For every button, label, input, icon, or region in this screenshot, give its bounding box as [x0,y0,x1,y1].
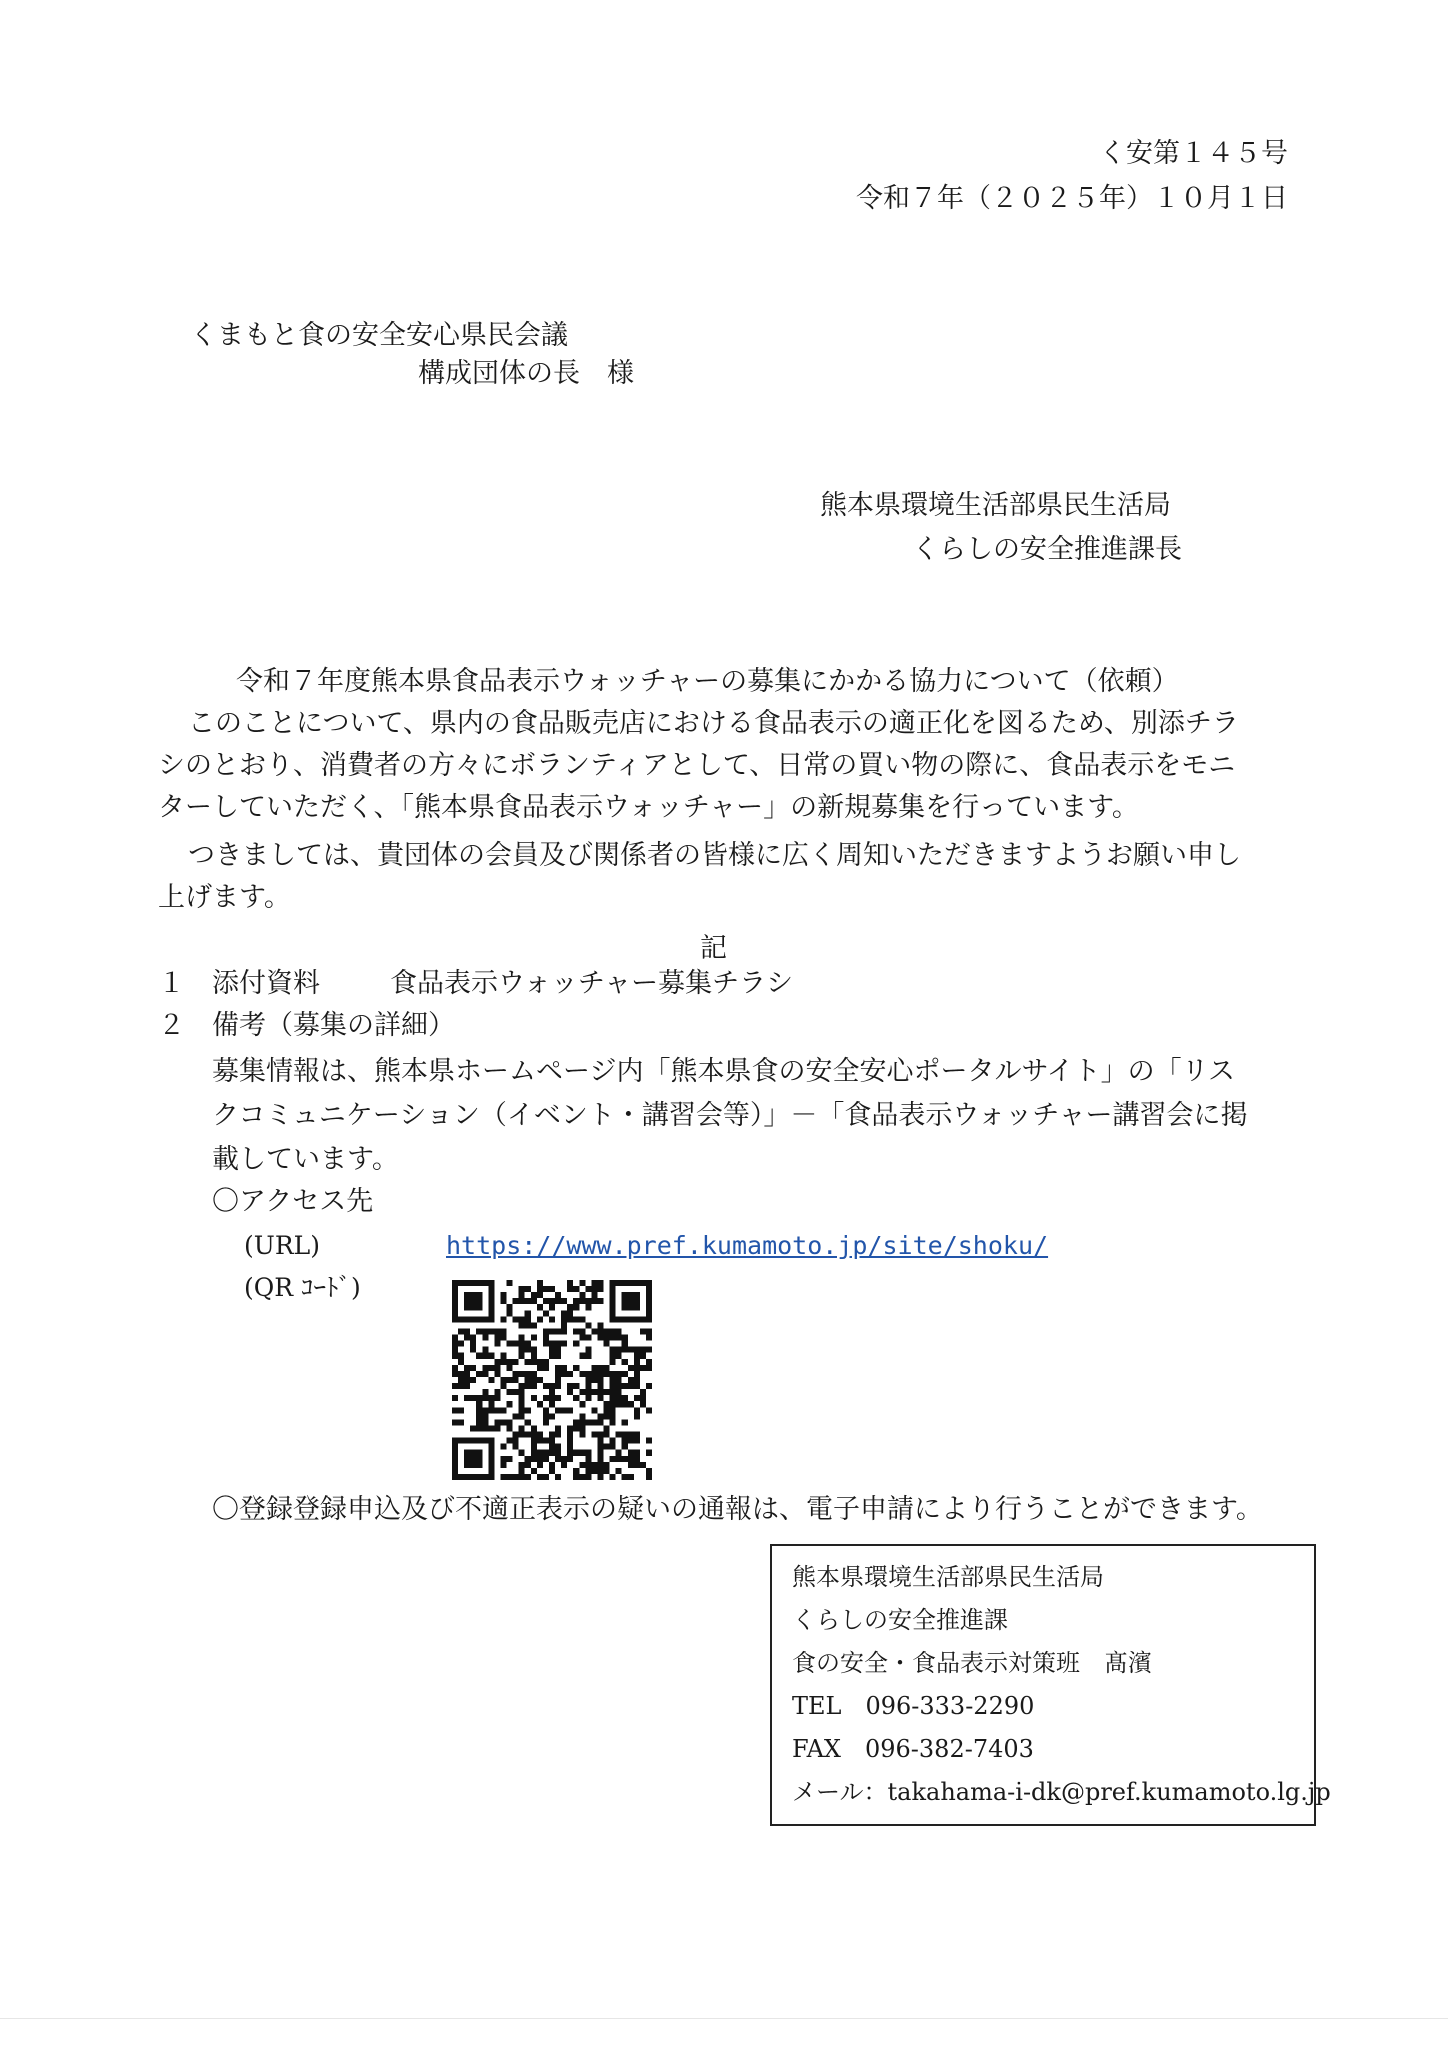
recipient-title: 構成団体の長 様 [418,358,634,389]
contact-box [770,1544,1331,1826]
item1-number: １ [158,968,185,999]
item2-detail-line2: クコミュニケーション（イベント・講習会等）」－「食品表示ウォッチャー講習会に掲 [212,1100,1248,1131]
body-para1-line3: ターしていただく、「熊本県食品表示ウォッチャー」の新規募集を行っています。 [158,792,1139,823]
application-note: 〇登録登録申込及び不適正表示の疑いの通報は、電子申請により行うことができます。 [212,1494,1263,1525]
scan-edge-line [0,2018,1448,2019]
sender-title: くらしの安全推進課長 [912,534,1182,565]
subject-title: 令和７年度熊本県食品表示ウォッチャーの募集にかかる協力について（依頼） [236,666,1179,697]
document-number: く安第１４５号 [1099,138,1288,169]
contact-department: 熊本県環境生活部県民生活局 [792,1563,1104,1591]
body-para2-line1: つきましては、貴団体の会員及び関係者の皆様に広く周知いただきますようお願い申し [188,840,1241,871]
item1-value: 食品表示ウォッチャー募集チラシ [390,968,794,999]
item2-label: 備考（募集の詳細） [212,1010,455,1041]
item1-label: 添付資料 [212,968,320,999]
portal-url-link[interactable]: https://www.pref.kumamoto.jp/site/shoku/ [446,1231,1049,1260]
contact-tel: TEL 096-333-2290 [792,1692,1035,1720]
contact-division: くらしの安全推進課 [792,1606,1008,1634]
body-para1-line1: このことについて、県内の食品販売店における食品表示の適正化を図るため、別添チラ [188,708,1239,739]
body-para1-line2: シのとおり、消費者の方々にボランティアとして、日常の買い物の際に、食品表示をモニ [158,750,1236,781]
sender-department: 熊本県環境生活部県民生活局 [820,490,1171,521]
item2-number: ２ [158,1010,185,1041]
url-label: (URL) [244,1231,321,1260]
item2-detail-line1: 募集情報は、熊本県ホームページ内「熊本県食の安全安心ポータルサイト」の「リス [212,1056,1236,1087]
qr-label: (QR ｺｰﾄﾞ) [244,1273,361,1302]
contact-email: メール：takahama-i-dk@pref.kumamoto.lg.jp [792,1778,1331,1806]
ki-heading: 記 [700,933,727,964]
qr-code-image [452,1280,652,1480]
recipient-organization: くまもと食の安全安心県民会議 [190,320,568,351]
contact-fax: FAX 096-382-7403 [792,1735,1034,1763]
access-heading: 〇アクセス先 [212,1186,374,1217]
contact-team-person: 食の安全・食品表示対策班 髙濱 [792,1649,1152,1677]
item2-detail-line3: 載しています。 [212,1144,399,1175]
document-date: 令和７年（２０２５年）１０月１日 [856,183,1288,214]
body-para2-line2: 上げます。 [158,882,291,913]
